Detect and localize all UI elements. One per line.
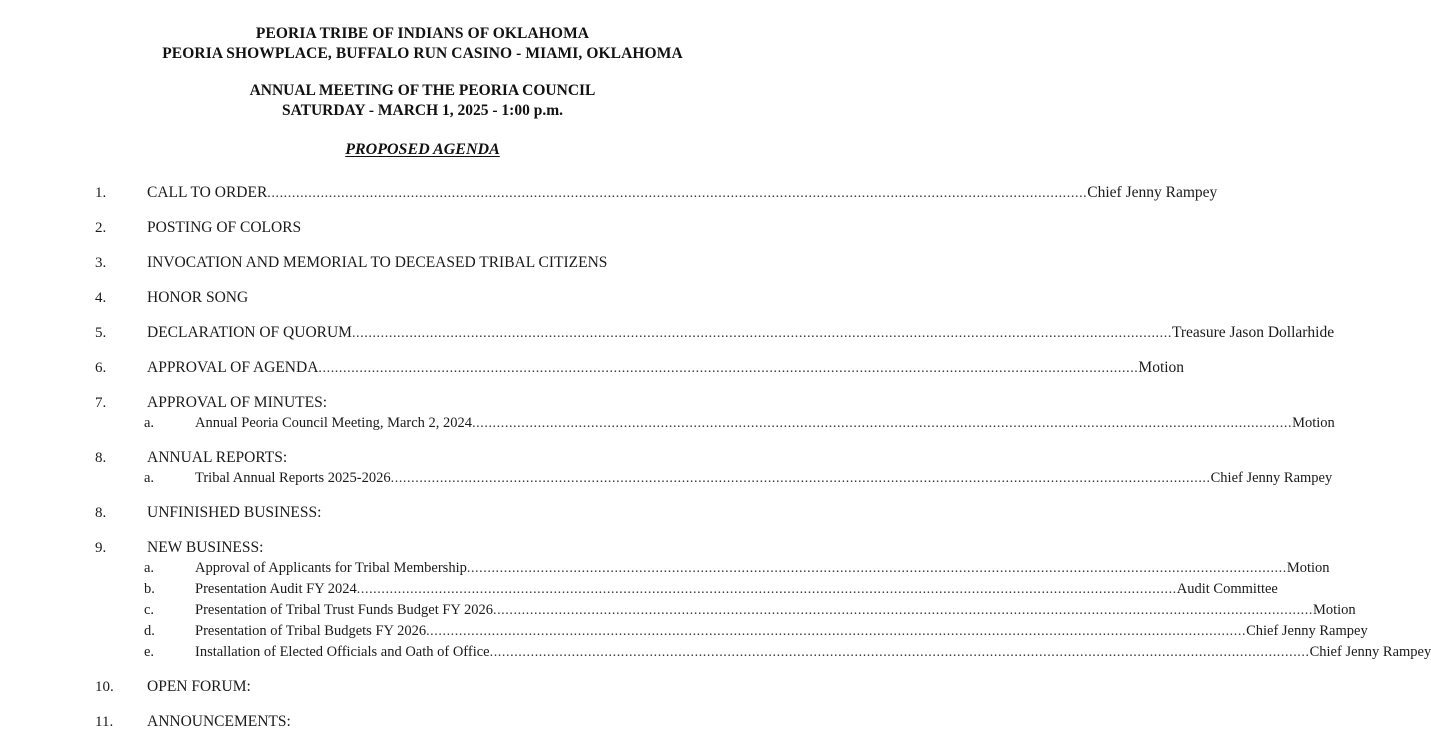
agenda-subitem-responsible-party: Motion <box>1286 560 1330 576</box>
agenda-item-number: 3. <box>95 255 107 271</box>
leader-dots <box>467 559 1287 578</box>
agenda-item-label: APPROVAL OF AGENDA <box>147 359 319 376</box>
agenda-subitem-label: Installation of Elected Officials and Oath of Office <box>195 644 490 660</box>
leader-dots <box>352 324 1172 343</box>
agenda-item-number: 5. <box>95 325 107 341</box>
agenda-item-responsible-party: Motion <box>1138 359 1185 376</box>
agenda-subitem-letter: e. <box>144 644 155 660</box>
organization-name-line-1: PEORIA TRIBE OF INDIANS OF OKLAHOMA <box>255 25 590 42</box>
agenda-item-number: 1. <box>95 185 107 201</box>
leader-dots <box>426 622 1246 641</box>
agenda-item-label: OPEN FORUM: <box>147 678 251 695</box>
agenda-item-row <box>0 288 845 308</box>
agenda-subitem-row <box>0 643 1431 662</box>
agenda-subitem-label: Annual Peoria Council Meeting, March 2, 2024 <box>195 415 473 431</box>
agenda-item-label: INVOCATION AND MEMORIAL TO DECEASED TRIBAL CITIZENS <box>147 254 608 271</box>
agenda-item-body <box>147 448 845 467</box>
leader-dots <box>493 601 1313 620</box>
agenda-item-body <box>147 288 845 307</box>
agenda-item-list <box>0 183 1431 732</box>
organization-venue-line-2: PEORIA SHOWPLACE, BUFFALO RUN CASINO - MIAMI, OKLAHOMA <box>162 45 683 62</box>
agenda-subitem-row <box>0 580 1278 599</box>
agenda-item-label: UNFINISHED BUSINESS: <box>147 504 322 521</box>
agenda-subitem-body <box>195 559 1330 578</box>
agenda-subitem-body <box>195 622 1368 641</box>
agenda-item-body <box>147 253 845 272</box>
agenda-item-body <box>147 503 845 522</box>
agenda-item-label: APPROVAL OF MINUTES: <box>147 394 328 411</box>
agenda-item-number: 10. <box>95 679 114 695</box>
leader-dots <box>472 414 1292 433</box>
agenda-item-responsible-party: Chief Jenny Rampey <box>1087 184 1218 201</box>
agenda-item-row <box>0 712 845 732</box>
agenda-subitem-letter: a. <box>144 415 155 431</box>
agenda-item-body <box>147 218 845 237</box>
agenda-subitem-letter: b. <box>144 581 155 597</box>
agenda-item-number: 6. <box>95 360 107 376</box>
agenda-item-body <box>147 183 1218 203</box>
leader-dots <box>490 643 1310 662</box>
agenda-subitem-body <box>195 601 1356 620</box>
agenda-item-label: DECLARATION OF QUORUM <box>147 324 352 341</box>
agenda-item-body <box>147 358 1185 378</box>
agenda-item-body <box>147 677 845 696</box>
meeting-datetime-line-2: SATURDAY - MARCH 1, 2025 - 1:00 p.m. <box>281 102 563 119</box>
agenda-item-number: 8. <box>95 450 107 466</box>
agenda-subitem-label: Presentation Audit FY 2024 <box>195 581 357 597</box>
agenda-item-body <box>147 712 845 731</box>
agenda-item-row <box>0 503 845 523</box>
agenda-subitem-body <box>195 469 1333 488</box>
leader-dots <box>391 469 1211 488</box>
header-spacer <box>0 64 845 81</box>
agenda-subitem-row <box>0 601 1356 620</box>
agenda-item-label: ANNUAL REPORTS: <box>147 449 288 466</box>
agenda-subitem-row <box>0 622 1368 641</box>
agenda-item-row <box>0 393 845 413</box>
agenda-item-number: 2. <box>95 220 107 236</box>
agenda-item-row <box>0 358 1185 378</box>
agenda-item-label: CALL TO ORDER <box>147 184 268 201</box>
leader-dots <box>357 580 1177 599</box>
agenda-item-row <box>0 448 845 468</box>
agenda-subitem-responsible-party: Chief Jenny Rampey <box>1246 623 1368 639</box>
agenda-item-responsible-party: Treasure Jason Dollarhide <box>1171 324 1335 341</box>
agenda-subitem-label: Tribal Annual Reports 2025-2026 <box>195 470 391 486</box>
agenda-subitem-letter: c. <box>144 602 155 618</box>
agenda-subitem-row <box>0 414 1335 433</box>
agenda-subitem-responsible-party: Motion <box>1292 415 1335 431</box>
page-title: PROPOSED AGENDA <box>345 141 500 158</box>
agenda-subitem-label: Presentation of Tribal Budgets FY 2026 <box>195 623 427 639</box>
agenda-item-body <box>147 393 845 412</box>
leader-dots <box>267 184 1087 203</box>
agenda-item-row <box>0 677 845 697</box>
meeting-title-line-1: ANNUAL MEETING OF THE PEORIA COUNCIL <box>249 82 596 99</box>
agenda-subitem-row <box>0 559 1330 578</box>
agenda-item-number: 8. <box>95 505 107 521</box>
agenda-subitem-letter: a. <box>144 560 155 576</box>
agenda-item-row <box>0 183 1218 203</box>
agenda-subitem-body <box>195 580 1278 599</box>
agenda-item-label: POSTING OF COLORS <box>147 219 302 236</box>
agenda-subitem-row <box>0 469 1333 488</box>
agenda-subitem-body <box>195 643 1431 662</box>
agenda-item-number: 7. <box>95 395 107 411</box>
agenda-item-row <box>0 323 1335 343</box>
agenda-item-label: NEW BUSINESS: <box>147 539 264 556</box>
agenda-item-number: 4. <box>95 290 107 306</box>
agenda-item-label: ANNOUNCEMENTS: <box>147 713 291 730</box>
agenda-item-row <box>0 253 845 273</box>
agenda-subitem-responsible-party: Chief Jenny Rampey <box>1210 470 1333 486</box>
agenda-item-label: HONOR SONG <box>147 289 249 306</box>
agenda-subitem-letter: a. <box>144 470 155 486</box>
agenda-subitem-letter: d. <box>144 623 155 639</box>
agenda-item-body <box>147 538 845 557</box>
agenda-item-number: 11. <box>95 714 114 730</box>
agenda-item-body <box>147 323 1335 343</box>
leader-dots <box>318 359 1138 378</box>
agenda-item-number: 9. <box>95 540 107 556</box>
agenda-subitem-label: Approval of Applicants for Tribal Membership <box>195 560 467 576</box>
agenda-subitem-label: Presentation of Tribal Trust Funds Budget FY 2026 <box>195 602 493 618</box>
agenda-subitem-responsible-party: Audit Committee <box>1176 581 1278 597</box>
agenda-item-row <box>0 218 845 238</box>
agenda-title-container <box>0 141 845 159</box>
agenda-subitem-responsible-party: Chief Jenny Rampey <box>1309 644 1431 660</box>
agenda-subitem-responsible-party: Motion <box>1312 602 1356 618</box>
agenda-subitem-body <box>195 414 1335 433</box>
document-header <box>0 0 845 159</box>
agenda-item-row <box>0 538 845 558</box>
